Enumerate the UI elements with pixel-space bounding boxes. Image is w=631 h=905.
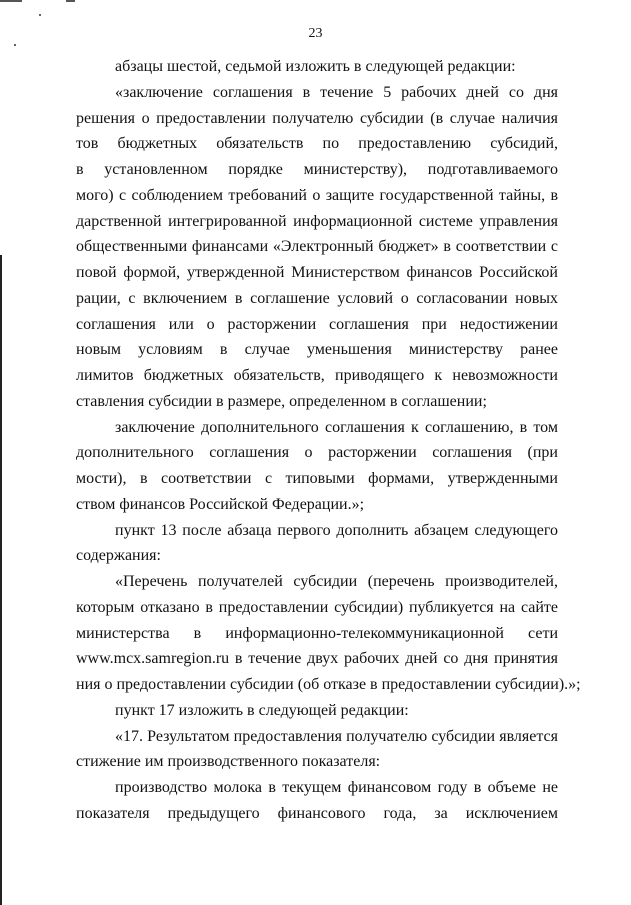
scan-speck — [39, 14, 41, 16]
paragraph — [76, 80, 558, 415]
text-line: министерства в информационно-телекоммуникационной сети — [76, 624, 558, 642]
paragraph — [76, 724, 558, 776]
document-body — [76, 54, 581, 827]
text-line: новым условиям в случае уменьшения министерству ранее — [76, 341, 558, 359]
text-line: повой формой, утвержденной Министерством финансов Российской — [76, 264, 558, 281]
text-line: www.mcx.samregion.ru в течение двух рабочих дней со дня принятия — [76, 650, 558, 668]
text-line: ством финансов Российской Федерации.»; — [76, 495, 365, 513]
text-line: мости), в соответствии с типовыми формами, утвержденными — [76, 470, 558, 487]
paragraph — [76, 54, 558, 80]
text-line: «Перечень получателей субсидии (перечень производителей, — [115, 573, 558, 590]
paragraph — [76, 415, 558, 518]
text-line: мого) с соблюдением требований о защите государственной тайны, в — [76, 186, 558, 204]
text-line: заключение дополнительного соглашения к соглашению, в том — [115, 418, 558, 436]
text-line: показателя предыдущего финансового года, за исключением — [76, 804, 558, 822]
text-line: производство молока в текущем финансовом году в объеме не — [115, 779, 558, 796]
text-line: рации, с включением в соглашение условий о согласовании новых — [76, 289, 558, 307]
text-line: лимитов бюджетных обязательств, приводящего к невозможности — [76, 367, 558, 384]
text-line: тов бюджетных обязательств по предоставлению субсидий, — [76, 135, 558, 153]
page-number: 23 — [308, 26, 323, 41]
scan-mark — [0, 0, 22, 2]
paragraph — [76, 775, 558, 827]
text-line: содержания: — [76, 547, 161, 565]
text-line: стижение им производственного показателя: — [76, 753, 381, 771]
text-line: которым отказано в предоставлении субсидии) публикуется на сайте — [76, 598, 558, 616]
text-line: решения о предоставлении получателю субсидии (в случае наличия — [76, 109, 558, 127]
paragraph — [76, 518, 558, 570]
text-line: абзацы шестой, седьмой изложить в следующей редакции: — [115, 58, 516, 75]
scan-speck — [14, 44, 16, 46]
text-line: дарственной интегрированной информационной системе управления — [76, 212, 558, 230]
text-line: в установленном порядке министерству), подготавливаемого — [76, 161, 558, 178]
text-line: пункт 13 после абзаца первого дополнить абзацем следующего — [115, 521, 558, 539]
text-line: дополнительного соглашения о расторжении соглашения (при — [76, 444, 558, 462]
paragraph — [76, 698, 558, 724]
text-line: «заключение соглашения в течение 5 рабочих дней со дня — [115, 83, 558, 101]
text-line: соглашения или о расторжении соглашения при недостижении — [76, 315, 558, 333]
text-line: пункт 17 изложить в следующей редакции: — [115, 701, 409, 719]
text-line: ния о предоставлении субсидии (об отказе в предоставлении субсидии).»; — [76, 676, 581, 693]
paragraph — [76, 569, 581, 698]
text-line: ставления субсидии в размере, определенном в соглашении; — [76, 392, 487, 410]
text-line: общественными финансами «Электронный бюджет» в соответствии с — [76, 238, 558, 256]
scan-mark — [66, 0, 75, 2]
text-line: «17. Результатом предоставления получателю субсидии является — [115, 727, 558, 745]
scan-edge-shadow — [0, 255, 2, 905]
